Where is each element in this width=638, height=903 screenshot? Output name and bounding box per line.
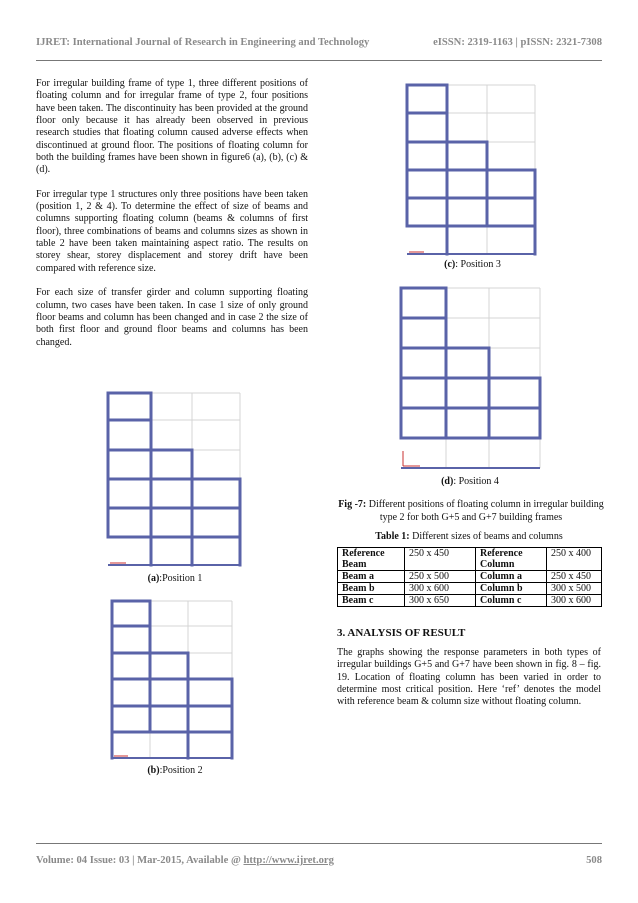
table-row: Beam c 300 x 650 Column c 300 x 600 <box>338 595 602 607</box>
table-title: Table 1: Different sizes of beams and columns <box>375 531 563 542</box>
table-row: Reference Beam 250 x 450 Reference Column 250 x 400 <box>338 548 602 571</box>
frame-position-1 <box>100 390 250 570</box>
left-column <box>36 78 308 361</box>
section-paragraph: The graphs showing the response parameters in both types of irregular buildings G+5 and G+7 have been shown in fig. 8 – fig. 19. Location of floating column has been varied in order to determine most critical position. Here ‘ref’ denotes the model with reference beam & column size without floating column. <box>337 647 601 708</box>
page-footer <box>36 855 602 866</box>
journal-name: IJRET: International Journal of Research in Engineering and Technology <box>36 37 370 48</box>
issn: eISSN: 2319-1163 | pISSN: 2321-7308 <box>433 37 602 48</box>
frame-position-2 <box>104 598 244 763</box>
frame-position-3 <box>400 82 545 257</box>
paragraph-1: For irregular building frame of type 1, three different positions of floating column and for irregular frame of type 2, four positions have been taken. The discontinuity has been provided at the ground floor only because it has already been observed in previous research studies that floating column caused adverse effects when discontinued at ground floor. The positions of floating column for both the building frames have been shown in figure6 (a), (b), (c) & (d). <box>36 78 308 176</box>
figure-caption: Fig -7: Different positions of floating column in irregular building type 2 for both G+5 and G+7 building frames <box>338 499 604 523</box>
sizes-table <box>337 547 602 607</box>
table-row: Beam a 250 x 500 Column a 250 x 450 <box>338 571 602 583</box>
caption-b: (b):Position 2 <box>147 765 203 776</box>
frame-position-4 <box>394 285 546 473</box>
caption-a: (a):Position 1 <box>147 573 203 584</box>
volume-info: Volume: 04 Issue: 03 | Mar-2015, Available @ http://www.ijret.org <box>36 855 334 866</box>
paragraph-2: For irregular type 1 structures only three positions have been taken (position 1, 2 & 4). To determine the effect of size of beams and columns supporting floating column (beams & columns of first floor), three combinations of beams and columns sizes as shown in table 2 have been taken maintaining aspect ratio. The results on storey shear, storey displacement and storey drift have been compared with reference size. <box>36 188 308 274</box>
caption-c: (c): Position 3 <box>444 259 501 270</box>
journal-link[interactable]: http://www.ijret.org <box>243 855 334 866</box>
header-rule <box>36 60 602 61</box>
footer-rule <box>36 843 602 844</box>
paragraph-3: For each size of transfer girder and column supporting floating column, two cases have been taken. In case 1 size of only ground floor beams and column has been changed and in case 2 the size of both first floor and ground floor beams and columns has been changed. <box>36 287 308 348</box>
table-row: Beam b 300 x 600 Column b 300 x 500 <box>338 583 602 595</box>
page-header <box>36 37 602 48</box>
caption-d: (d): Position 4 <box>441 476 499 487</box>
page-number: 508 <box>586 855 602 866</box>
section-heading: 3. ANALYSIS OF RESULT <box>337 627 466 639</box>
